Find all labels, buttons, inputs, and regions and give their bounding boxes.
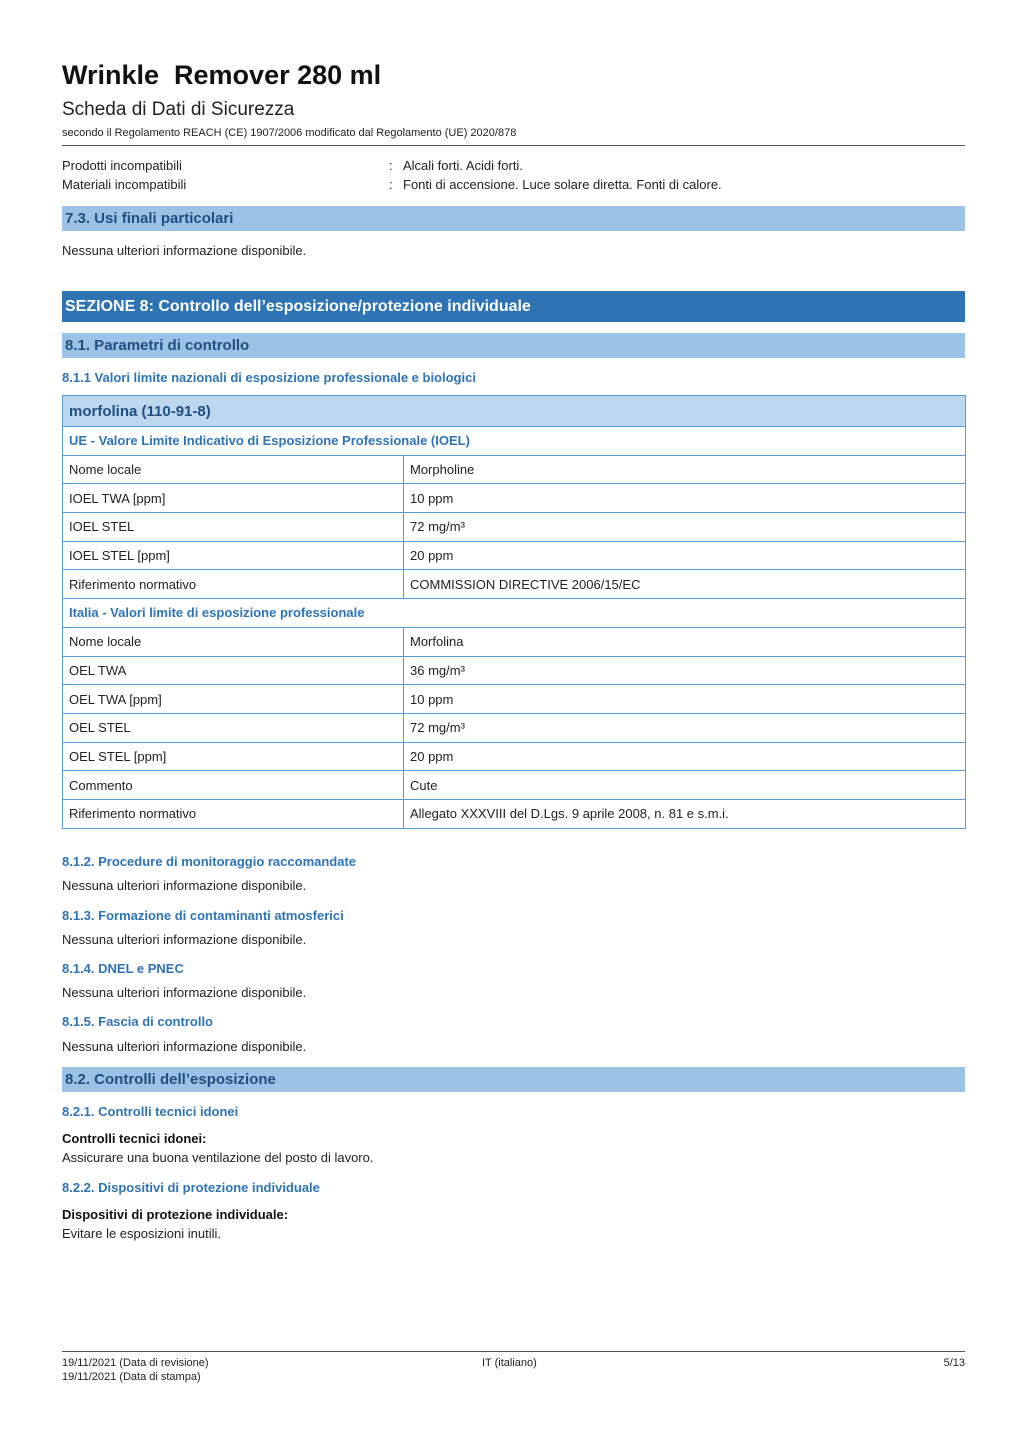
- limit-key: OEL TWA [ppm]: [63, 685, 404, 714]
- limit-value: COMMISSION DIRECTIVE 2006/15/EC: [404, 570, 966, 599]
- limit-key: Riferimento normativo: [63, 570, 404, 599]
- section-8-1-3-heading: 8.1.3. Formazione di contaminanti atmosferici: [62, 908, 344, 923]
- section-8-1-2-text: Nessuna ulteriori informazione disponibile.: [62, 878, 307, 893]
- section-7-3-header: 7.3. Usi finali particolari: [62, 206, 965, 231]
- section-8-2-1-label: Controlli tecnici idonei:: [62, 1131, 207, 1146]
- table-row: [63, 627, 966, 656]
- limit-key: IOEL TWA [ppm]: [63, 484, 404, 513]
- kv-label: Materiali incompatibili: [62, 177, 187, 192]
- limit-value: 20 ppm: [404, 541, 966, 570]
- substance-name: morfolina (110-91-8): [63, 396, 966, 427]
- table-group-row: [63, 427, 966, 456]
- limit-key: Nome locale: [63, 455, 404, 484]
- limit-value: 20 ppm: [404, 742, 966, 771]
- kv-value: Alcali forti. Acidi forti.: [403, 158, 523, 173]
- section-8-1-4-text: Nessuna ulteriori informazione disponibile.: [62, 985, 307, 1000]
- section-8-1-header: 8.1. Parametri di controllo: [62, 333, 965, 358]
- group-title-eu: UE - Valore Limite Indicativo di Esposizione Professionale (IOEL): [63, 427, 966, 456]
- section-8-2-2-label: Dispositivi di protezione individuale:: [62, 1207, 289, 1222]
- header-divider: [62, 145, 965, 146]
- kv-separator: :: [389, 177, 393, 192]
- table-row: [63, 656, 966, 685]
- table-substance-row: [63, 396, 966, 427]
- table-row: [63, 742, 966, 771]
- section-8-2-2-heading: 8.2.2. Dispositivi di protezione individuale: [62, 1180, 320, 1195]
- table-row: [63, 570, 966, 599]
- regulation-note: secondo il Regolamento REACH (CE) 1907/2006 modificato dal Regolamento (UE) 2020/878: [62, 127, 517, 139]
- table-row: [63, 541, 966, 570]
- exposure-limits-table: [62, 395, 966, 829]
- product-title: Wrinkle Remover 280 ml: [62, 60, 382, 90]
- section-8-label: SEZIONE 8: [65, 298, 149, 315]
- limit-value: 72 mg/m³: [404, 713, 966, 742]
- limit-value: Morfolina: [404, 627, 966, 656]
- section-7-3-text: Nessuna ulteriori informazione disponibile.: [62, 243, 307, 258]
- section-8-1-5-heading: 8.1.5. Fascia di controllo: [62, 1014, 213, 1029]
- limit-value: 36 mg/m³: [404, 656, 966, 685]
- limit-value: Cute: [404, 771, 966, 800]
- table-row: [63, 685, 966, 714]
- revision-date: 19/11/2021 (Data di revisione): [62, 1357, 209, 1369]
- section-8-2-2-text: Evitare le esposizioni inutili.: [62, 1226, 221, 1241]
- kv-value: Fonti di accensione. Luce solare diretta. Fonti di calore.: [403, 177, 722, 192]
- limit-key: OEL STEL: [63, 713, 404, 742]
- table-row: [63, 799, 966, 828]
- footer-divider: [62, 1351, 965, 1352]
- limit-key: IOEL STEL: [63, 513, 404, 542]
- limit-value: 10 ppm: [404, 685, 966, 714]
- document-type: Scheda di Dati di Sicurezza: [62, 99, 295, 120]
- limit-value: Morpholine: [404, 455, 966, 484]
- table-row: [63, 771, 966, 800]
- limit-value: Allegato XXXVIII del D.Lgs. 9 aprile 2008, n. 81 e s.m.i.: [404, 799, 966, 828]
- incompatible-products-row: [62, 158, 965, 176]
- section-8-1-2-heading: 8.1.2. Procedure di monitoraggio raccomandate: [62, 854, 357, 869]
- limit-key: OEL STEL [ppm]: [63, 742, 404, 771]
- limit-key: OEL TWA: [63, 656, 404, 685]
- limit-key: IOEL STEL [ppm]: [63, 541, 404, 570]
- table-row: [63, 484, 966, 513]
- incompatible-materials-row: [62, 177, 965, 195]
- section-8-title: : Controllo dell’esposizione/protezione individuale: [148, 298, 531, 315]
- group-title-italy: Italia - Valori limite di esposizione professionale: [63, 599, 966, 628]
- document-language: IT (italiano): [482, 1357, 537, 1369]
- limit-key: Riferimento normativo: [63, 799, 404, 828]
- section-8-2-1-text: Assicurare una buona ventilazione del posto di lavoro.: [62, 1150, 374, 1165]
- table-row: [63, 455, 966, 484]
- table-row: [63, 713, 966, 742]
- section-8-1-5-text: Nessuna ulteriori informazione disponibile.: [62, 1039, 307, 1054]
- kv-label: Prodotti incompatibili: [62, 158, 182, 173]
- table-row: [63, 513, 966, 542]
- section-8-1-3-text: Nessuna ulteriori informazione disponibile.: [62, 932, 307, 947]
- limit-value: 72 mg/m³: [404, 513, 966, 542]
- page-number: 5/13: [943, 1357, 965, 1369]
- kv-separator: :: [389, 158, 393, 173]
- limit-value: 10 ppm: [404, 484, 966, 513]
- section-8-2-1-heading: 8.2.1. Controlli tecnici idonei: [62, 1104, 239, 1119]
- section-8-1-1-heading: 8.1.1 Valori limite nazionali di esposizione professionale e biologici: [62, 370, 476, 385]
- print-date: 19/11/2021 (Data di stampa): [62, 1371, 201, 1383]
- table-group-row: [63, 599, 966, 628]
- limit-key: Commento: [63, 771, 404, 800]
- section-8-2-header: 8.2. Controlli dell’esposizione: [62, 1067, 965, 1092]
- section-8-1-4-heading: 8.1.4. DNEL e PNEC: [62, 961, 184, 976]
- limit-key: Nome locale: [63, 627, 404, 656]
- section-8-header: [62, 291, 965, 322]
